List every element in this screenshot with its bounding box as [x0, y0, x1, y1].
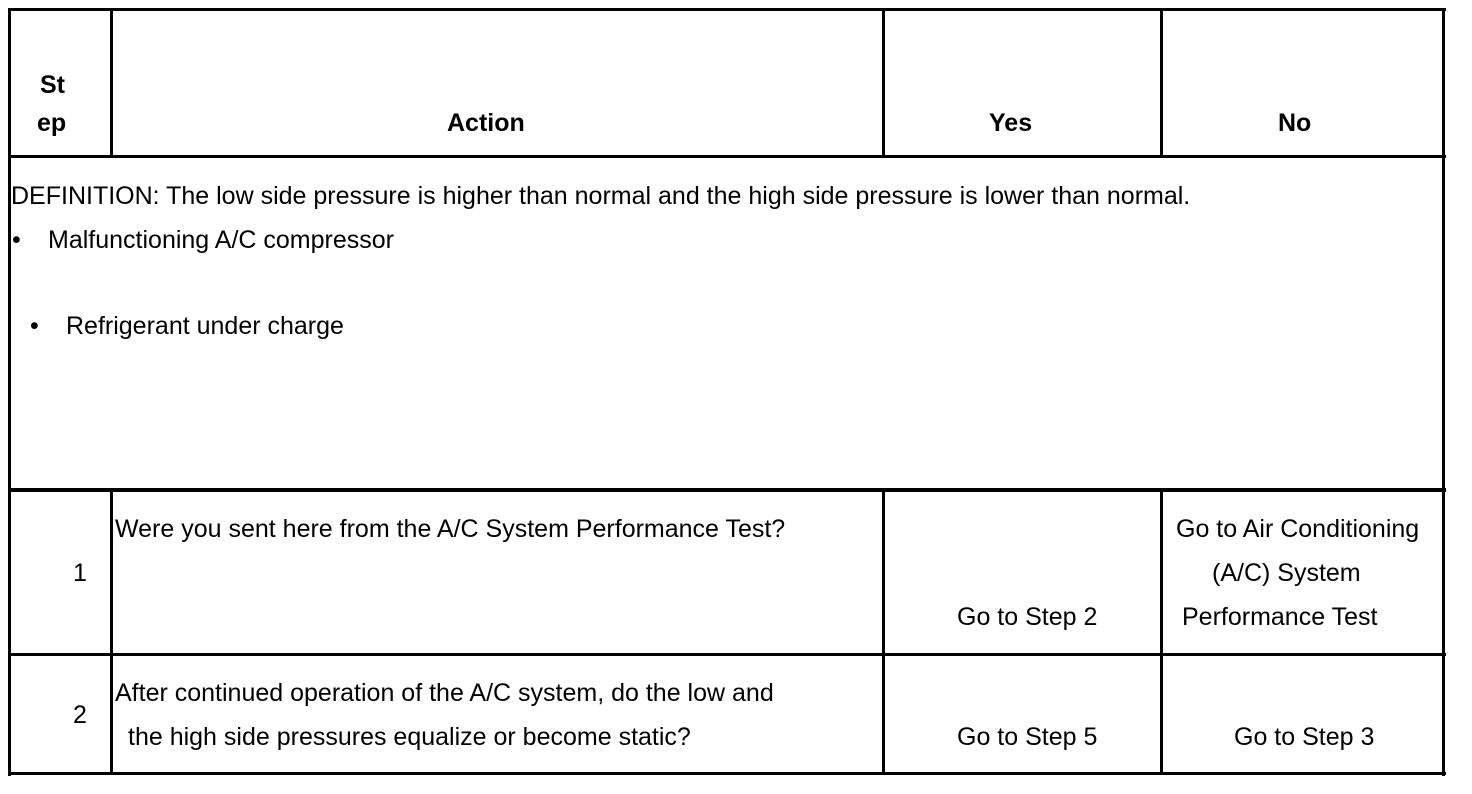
column-divider-action-lower	[882, 488, 885, 775]
table-border-right	[1442, 8, 1445, 776]
table-border-top	[8, 8, 1446, 11]
definition-text: DEFINITION: The low side pressure is higher than normal and the high side pressure is lower than normal.	[11, 182, 1191, 210]
row-step-number: 2	[73, 701, 87, 729]
header-step-line2: ep	[37, 109, 67, 137]
table-border-left	[8, 8, 11, 776]
column-divider-yes-lower	[1160, 488, 1163, 775]
row-action: Were you sent here from the A/C System Performance Test?	[115, 515, 786, 543]
definition-bullet-2: Refrigerant under charge	[66, 312, 344, 340]
header-yes: Yes	[989, 109, 1033, 137]
row-no-line2: (A/C) System	[1212, 559, 1361, 587]
column-divider-step	[110, 8, 113, 158]
column-divider-yes	[1160, 8, 1163, 158]
header-step-line1: St	[40, 71, 65, 99]
header-divider	[8, 155, 1446, 158]
column-divider-step-lower	[110, 488, 113, 775]
row-action-line1: After continued operation of the A/C system, do the low and	[115, 679, 774, 707]
definition-bullet-1: Malfunctioning A/C compressor	[48, 226, 394, 254]
row-no-line3: Performance Test	[1182, 603, 1378, 631]
row-divider	[8, 653, 1446, 656]
row-no-line1: Go to Air Conditioning	[1176, 515, 1420, 543]
header-action: Action	[447, 109, 525, 137]
row-action-line2: the high side pressures equalize or become static?	[128, 723, 691, 751]
header-no: No	[1278, 109, 1312, 137]
row-no: Go to Step 3	[1234, 723, 1375, 751]
column-divider-action	[882, 8, 885, 158]
bullet-icon: •	[12, 226, 21, 254]
row-yes: Go to Step 5	[957, 723, 1098, 751]
definition-divider	[8, 488, 1446, 492]
row-step-number: 1	[73, 559, 87, 587]
row-yes: Go to Step 2	[957, 603, 1098, 631]
bullet-icon: •	[30, 312, 39, 340]
table-border-bottom	[8, 772, 1446, 775]
